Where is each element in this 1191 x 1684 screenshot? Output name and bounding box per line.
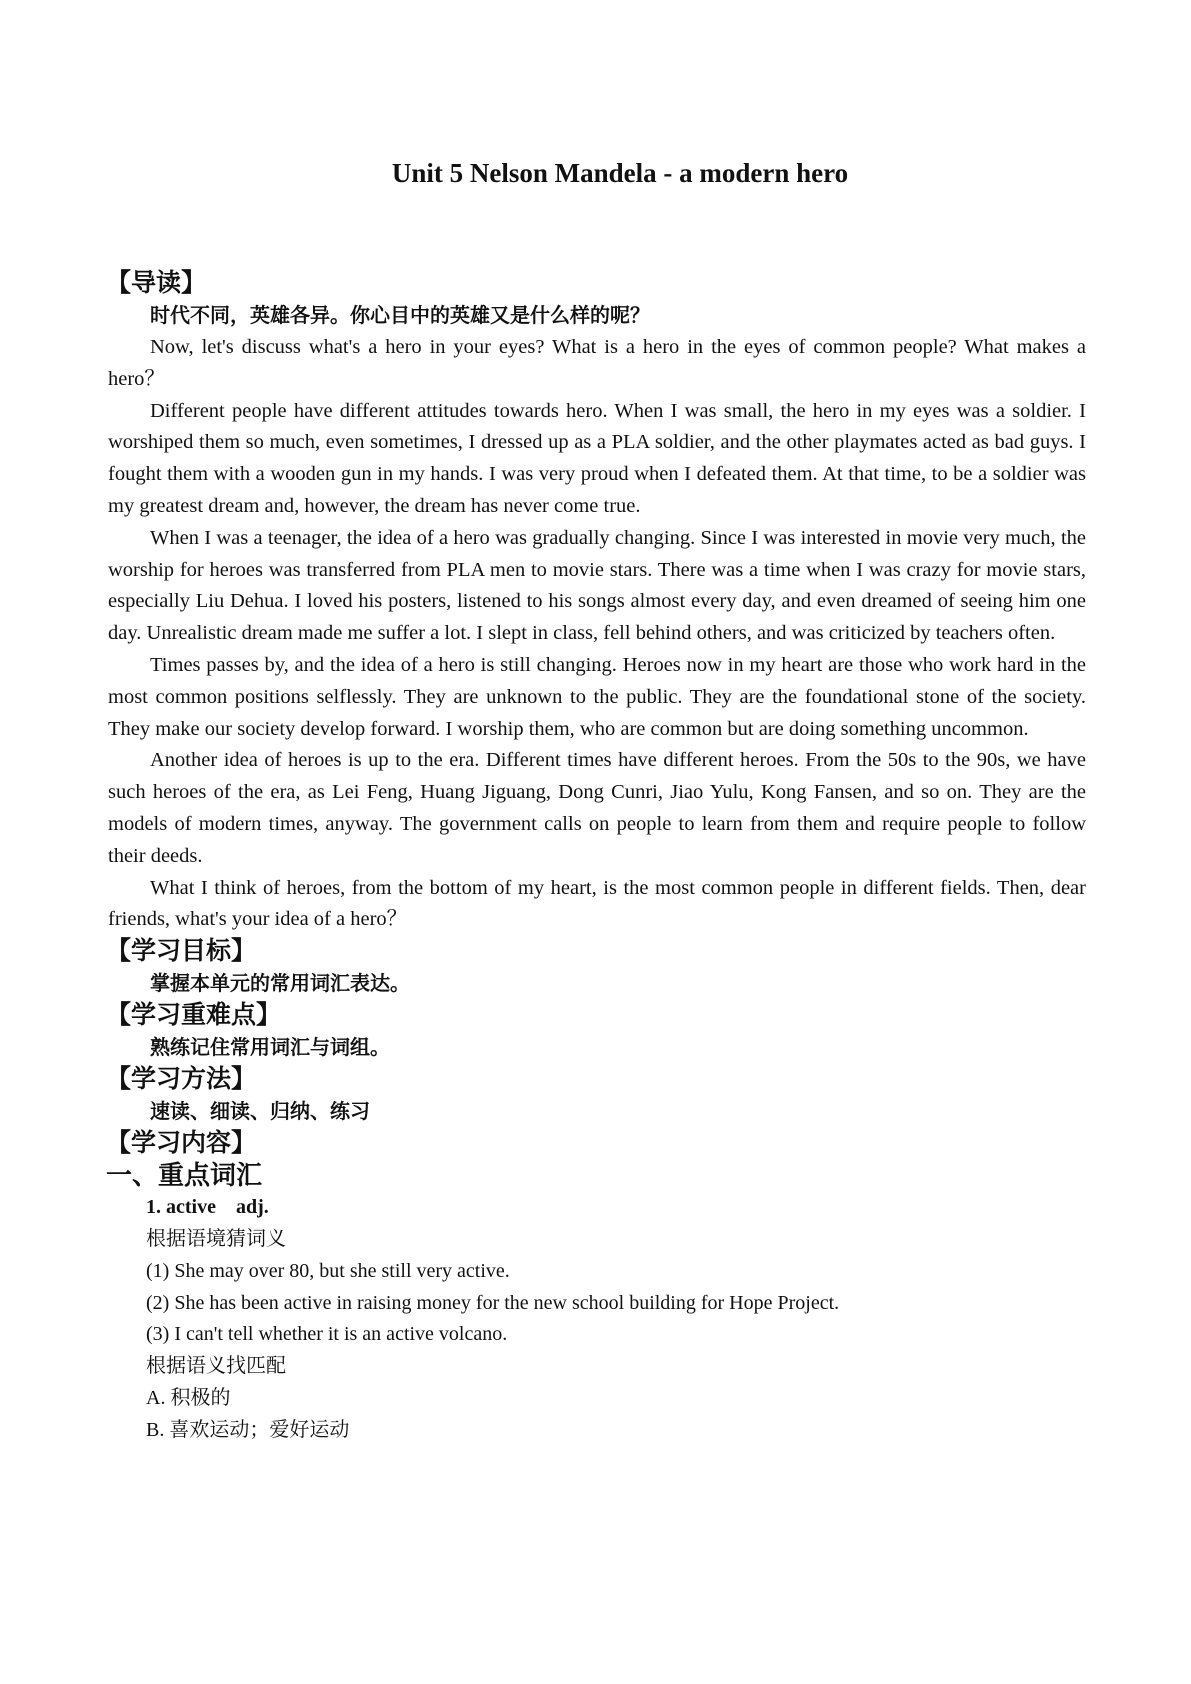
- paragraph: Times passes by, and the idea of a hero is still changing. Heroes now in my heart are those who work hard in the most common positions selflessly. They are unknown to the public. They are the foundational stone of the society. They make our society develop forward. I worship them, who are common but are doing something uncommon.: [108, 653, 1086, 740]
- match-option: A. 积极的: [146, 1386, 231, 1409]
- paragraph: Another idea of heroes is up to the era. Different times have different heroes. From the 50s to the 90s, we have such heroes of the era, as Lei Feng, Huang Jiguang, Dong Cunri, Jiao Yulu, Kong Fansen, and so on. They are the models of modern times, anyway. The government calls on people to learn from them and require people to follow their deeds.: [108, 749, 1086, 867]
- guess-label: 根据语境猜词义: [146, 1227, 286, 1250]
- section-heading-vocabulary: 一、重点词汇: [106, 1161, 263, 1191]
- paragraph: Now, let's discuss what's a hero in your eyes? What is a hero in the eyes of common people? What makes a hero？: [108, 336, 1086, 390]
- paragraph: When I was a teenager, the idea of a hero was gradually changing. Since I was interested in movie very much, the worship for heroes was transferred from PLA men to movie stars. There was a time when I was crazy for movie stars, especially Liu Dehua. I loved his posters, listened to his songs almost every day, and even dreamed of seeing him one day. Unrealistic dream made me suffer a lot. I slept in class, fell behind others, and was criticized by teachers often.: [108, 526, 1086, 645]
- example-sentence: (2) She has been active in raising money for the new school building for Hope Project.: [146, 1291, 840, 1314]
- section-heading-content: 【学习内容】: [106, 1130, 257, 1158]
- vocab-word: 1. active adj.: [146, 1196, 269, 1219]
- paragraph: What I think of heroes, from the bottom of my heart, is the most common people in different fields. Then, dear friends, what's your idea of a hero？: [108, 876, 1086, 931]
- example-sentence: (1) She may over 80, but she still very active.: [146, 1259, 510, 1282]
- match-label: 根据语义找匹配: [146, 1355, 286, 1378]
- example-sentence: (3) I can't tell whether it is an active volcano.: [146, 1323, 508, 1346]
- keypoints-text: 熟练记住常用词汇与词组。: [150, 1037, 390, 1060]
- match-option: B. 喜欢运动；爱好运动: [146, 1418, 350, 1441]
- goals-text: 掌握本单元的常用词汇表达。: [150, 973, 410, 996]
- document-body: [108, 268, 1086, 1447]
- daodu-lead: 时代不同，英雄各异。你心目中的英雄又是什么样的呢？: [150, 305, 650, 327]
- section-heading-goals: 【学习目标】: [106, 938, 257, 966]
- section-heading-methods: 【学习方法】: [106, 1066, 257, 1094]
- paragraph: Different people have different attitudes towards hero. When I was small, the hero in my eyes was a soldier. I worshiped them so much, even sometimes, I dressed up as a PLA soldier, and the other playmates acted as bad guys. I fought them with a wooden gun in my hands. I was very proud when I defeated them. At that time, to be a soldier was my greatest dream and, however, the dream has never come true.: [108, 399, 1086, 517]
- section-heading-daodu: 【导读】: [106, 270, 207, 297]
- methods-text: 速读、细读、归纳、练习: [150, 1101, 370, 1124]
- section-heading-keypoints: 【学习重难点】: [106, 1002, 282, 1030]
- page-title: Unit 5 Nelson Mandela - a modern hero: [391, 158, 849, 188]
